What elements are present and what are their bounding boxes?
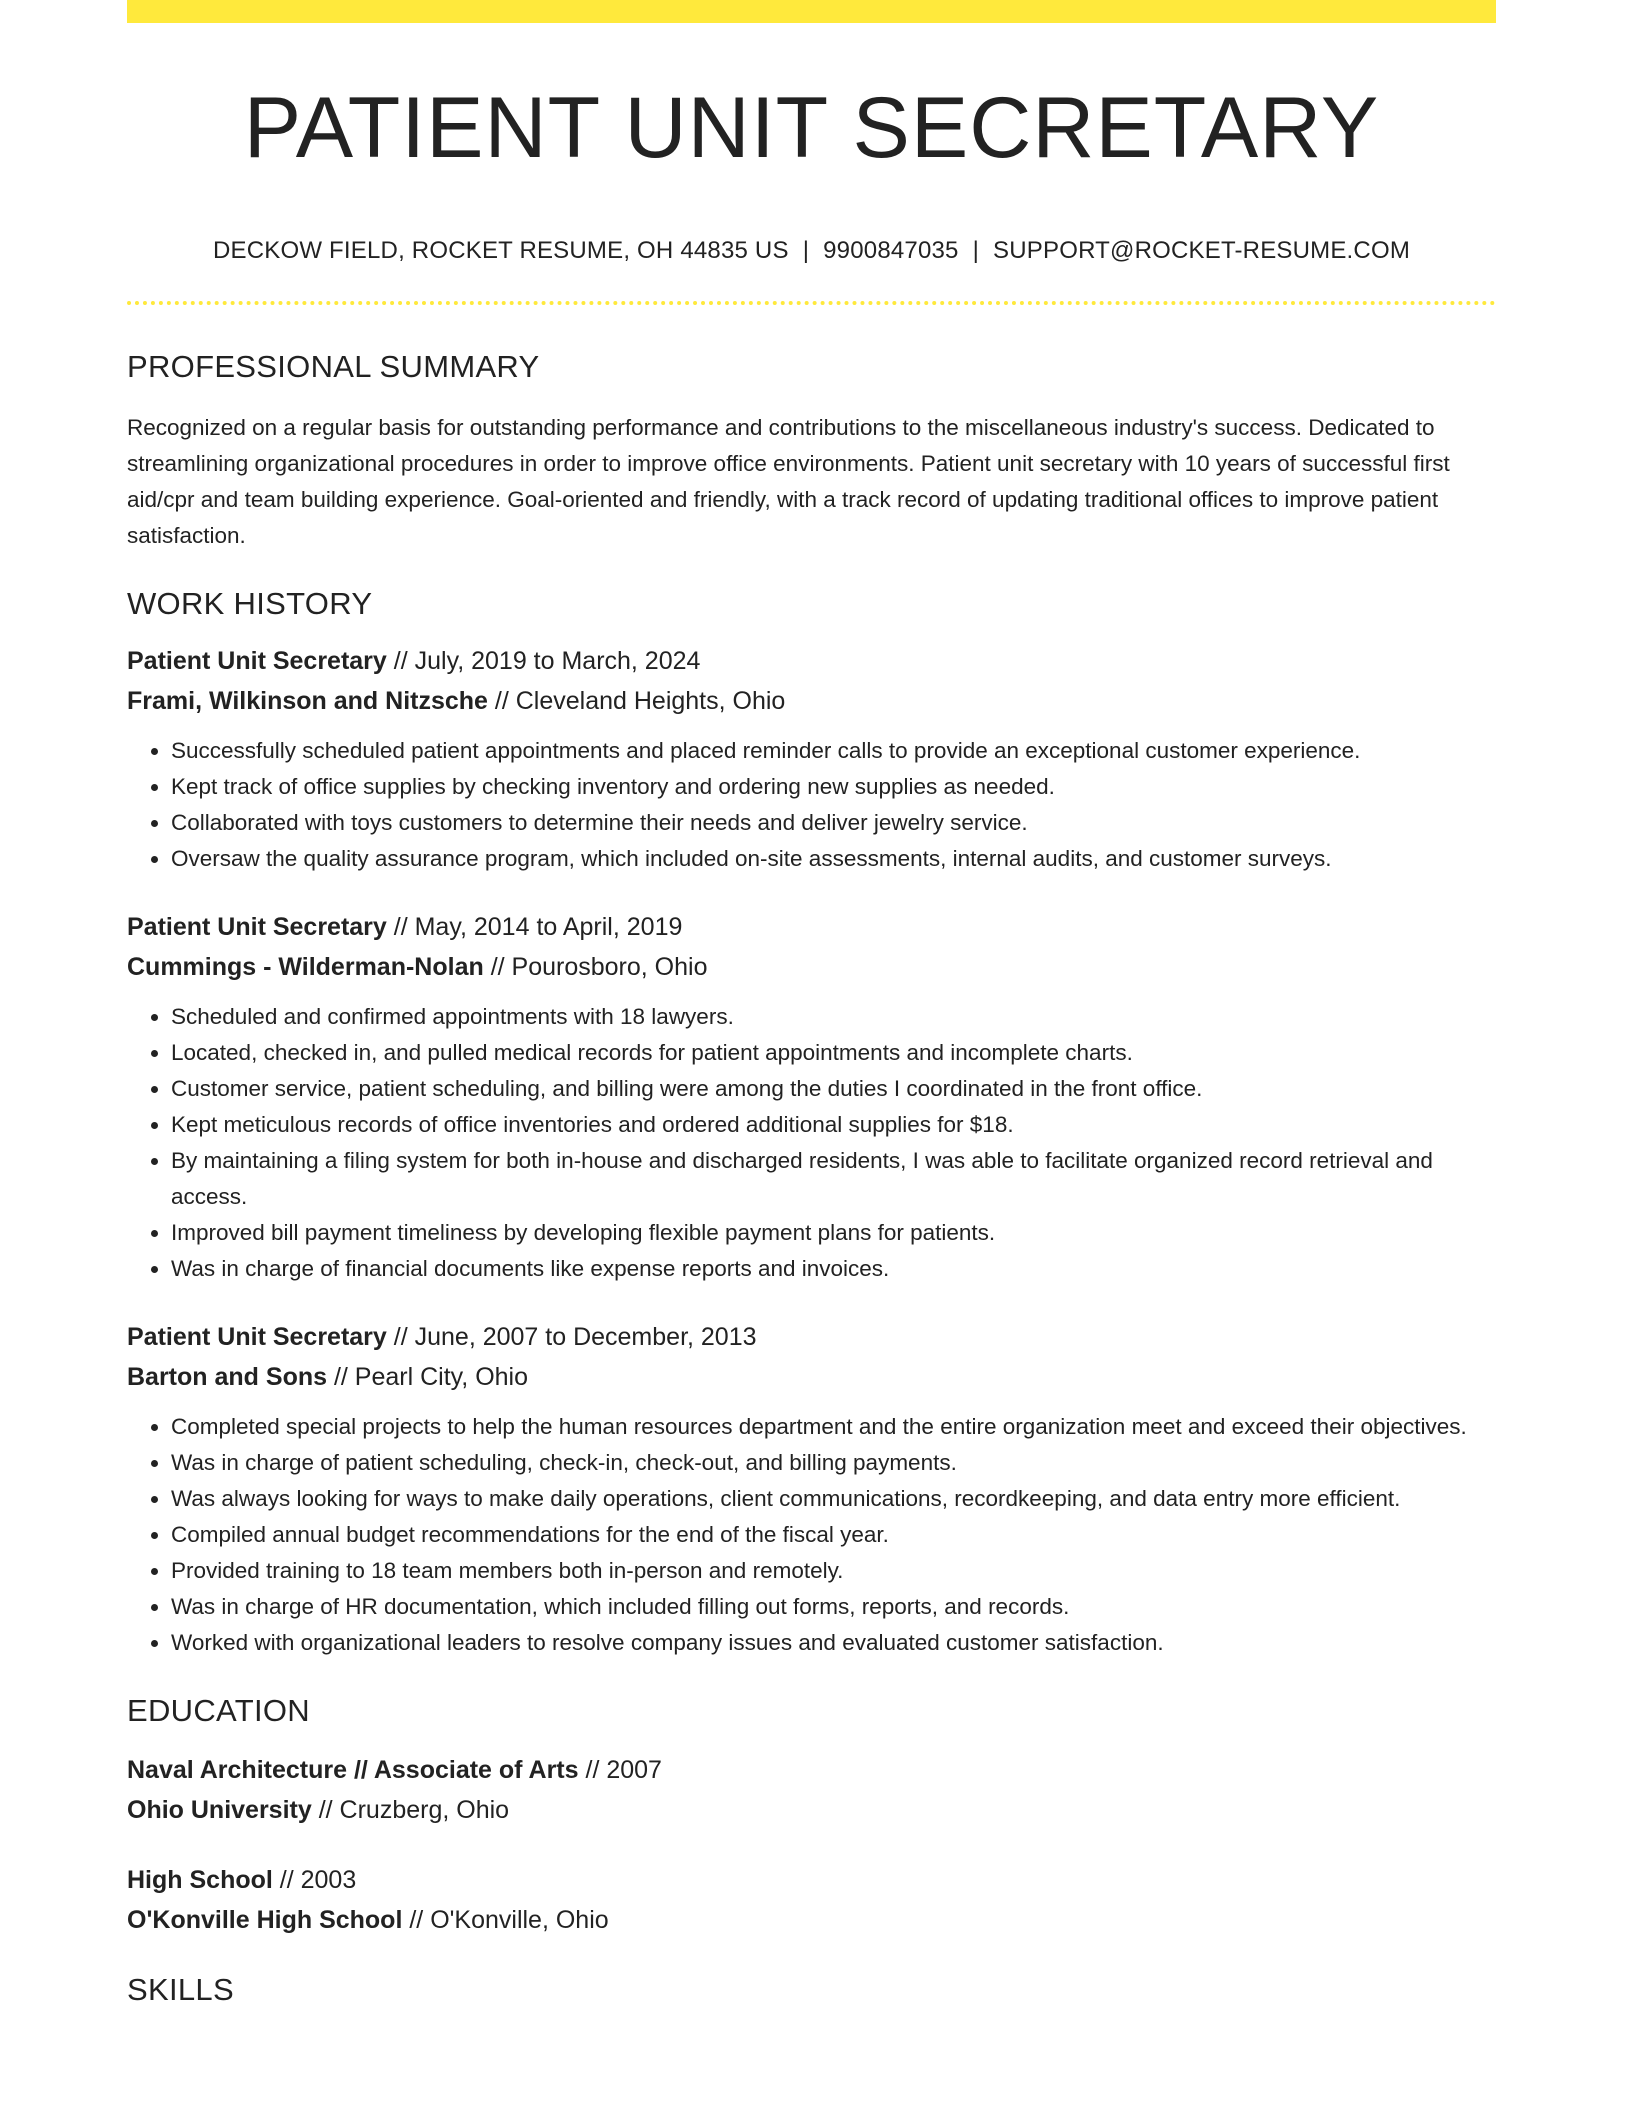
- job-dates: // June, 2007 to December, 2013: [386, 1323, 757, 1351]
- dotted-divider: [127, 301, 1496, 305]
- education-location: // O'Konville, Ohio: [402, 1906, 609, 1934]
- summary-heading: PROFESSIONAL SUMMARY: [127, 349, 540, 384]
- job-company: Barton and Sons: [127, 1363, 328, 1391]
- job-title-line: [127, 641, 1496, 681]
- accent-bar: [127, 0, 1496, 23]
- job-title: Patient Unit Secretary: [127, 1323, 387, 1351]
- job-company-line: [127, 681, 1496, 721]
- job-company: Cummings - Wilderman-Nolan: [127, 953, 484, 981]
- job-company-line: [127, 1357, 1496, 1397]
- contact-separator: |: [972, 237, 980, 264]
- education-school-line: [127, 1900, 1496, 1940]
- education-degree-line: [127, 1750, 1496, 1790]
- job-title-line: [127, 907, 1496, 947]
- job-entry: [127, 641, 1496, 877]
- education-entry: [127, 1750, 1496, 1830]
- job-bullet: • Compiled annual budget recommendations for the end of the fiscal year.: [171, 1517, 1496, 1553]
- job-bullet: • Was always looking for ways to make daily operations, client communications, recordkeeping, and data entry more efficient.: [171, 1481, 1496, 1517]
- job-title: Patient Unit Secretary: [127, 913, 387, 941]
- job-bullet: • Kept meticulous records of office inventories and ordered additional supplies for $18.: [171, 1107, 1496, 1143]
- education-entry: [127, 1860, 1496, 1940]
- job-bullet: • Worked with organizational leaders to resolve company issues and evaluated customer satisfaction.: [171, 1625, 1496, 1661]
- job-entry: [127, 907, 1496, 1287]
- education-degree: High School: [127, 1866, 273, 1894]
- education-location: // Cruzberg, Ohio: [311, 1796, 510, 1824]
- job-company-line: [127, 947, 1496, 987]
- job-bullet: • Collaborated with toys customers to determine their needs and deliver jewelry service.: [171, 805, 1496, 841]
- contact-phone: 9900847035: [823, 237, 959, 264]
- job-location: // Pearl City, Ohio: [327, 1363, 529, 1391]
- job-bullet: • Customer service, patient scheduling, and billing were among the duties I coordinated in the front office.: [171, 1071, 1496, 1107]
- contact-email: SUPPORT@ROCKET-RESUME.COM: [993, 237, 1411, 264]
- job-bullets: [127, 733, 1496, 877]
- job-title: Patient Unit Secretary: [127, 647, 387, 675]
- job-location: // Cleveland Heights, Ohio: [487, 687, 786, 715]
- education-year: // 2003: [272, 1866, 357, 1894]
- job-dates: // July, 2019 to March, 2024: [386, 647, 701, 675]
- job-dates: // May, 2014 to April, 2019: [386, 913, 683, 941]
- job-location: // Pourosboro, Ohio: [483, 953, 708, 981]
- summary-text: Recognized on a regular basis for outstanding performance and contributions to the miscellaneous industry's success. Dedicated to streamlining organizational procedures in order to improve office environments. Patient unit secretary with 10 years of successful first aid/cpr and team building experience. Goal-oriented and friendly, with a track record of updating traditional offices to improve patient satisfaction.: [127, 415, 1450, 548]
- job-title-line: [127, 1317, 1496, 1357]
- job-bullet: • Was in charge of HR documentation, which included filling out forms, reports, and records.: [171, 1589, 1496, 1625]
- contact-separator: |: [802, 237, 810, 264]
- education-heading: EDUCATION: [127, 1693, 310, 1728]
- job-bullet: • Was in charge of financial documents like expense reports and invoices.: [171, 1251, 1496, 1287]
- job-bullets: [127, 999, 1496, 1287]
- job-company: Frami, Wilkinson and Nitzsche: [127, 687, 488, 715]
- job-bullet: • Provided training to 18 team members both in-person and remotely.: [171, 1553, 1496, 1589]
- education-school: Ohio University: [127, 1796, 312, 1824]
- job-bullet: • Improved bill payment timeliness by developing flexible payment plans for patients.: [171, 1215, 1496, 1251]
- job-bullets: [127, 1409, 1496, 1661]
- job-bullet: • Kept track of office supplies by checking inventory and ordering new supplies as needed.: [171, 769, 1496, 805]
- education-degree-line: [127, 1860, 1496, 1900]
- job-bullet: • By maintaining a filing system for both in-house and discharged residents, I was able to facilitate organized record retrieval and access.: [171, 1143, 1496, 1215]
- skills-heading: SKILLS: [127, 1972, 234, 2007]
- work-history-heading: WORK HISTORY: [127, 586, 373, 621]
- resume-title: PATIENT UNIT SECRETARY: [243, 80, 1380, 176]
- job-bullet: • Oversaw the quality assurance program, which included on-site assessments, internal audits, and customer surveys.: [171, 841, 1496, 877]
- job-bullet: • Located, checked in, and pulled medical records for patient appointments and incomplete charts.: [171, 1035, 1496, 1071]
- job-bullet: • Was in charge of patient scheduling, check-in, check-out, and billing payments.: [171, 1445, 1496, 1481]
- contact-line: [127, 237, 1496, 265]
- contact-address: DECKOW FIELD, ROCKET RESUME, OH 44835 US: [212, 237, 789, 264]
- education-school-line: [127, 1790, 1496, 1830]
- education-year: // 2007: [578, 1756, 662, 1784]
- education-school: O'Konville High School: [127, 1906, 403, 1934]
- education-degree: Naval Architecture // Associate of Arts: [127, 1756, 579, 1784]
- job-bullet: • Completed special projects to help the human resources department and the entire organization meet and exceed their objectives.: [171, 1409, 1496, 1445]
- job-bullet: • Scheduled and confirmed appointments with 18 lawyers.: [171, 999, 1496, 1035]
- job-bullet: • Successfully scheduled patient appointments and placed reminder calls to provide an exceptional customer experience.: [171, 733, 1496, 769]
- resume-page: [127, 0, 1496, 2005]
- job-entry: [127, 1317, 1496, 1661]
